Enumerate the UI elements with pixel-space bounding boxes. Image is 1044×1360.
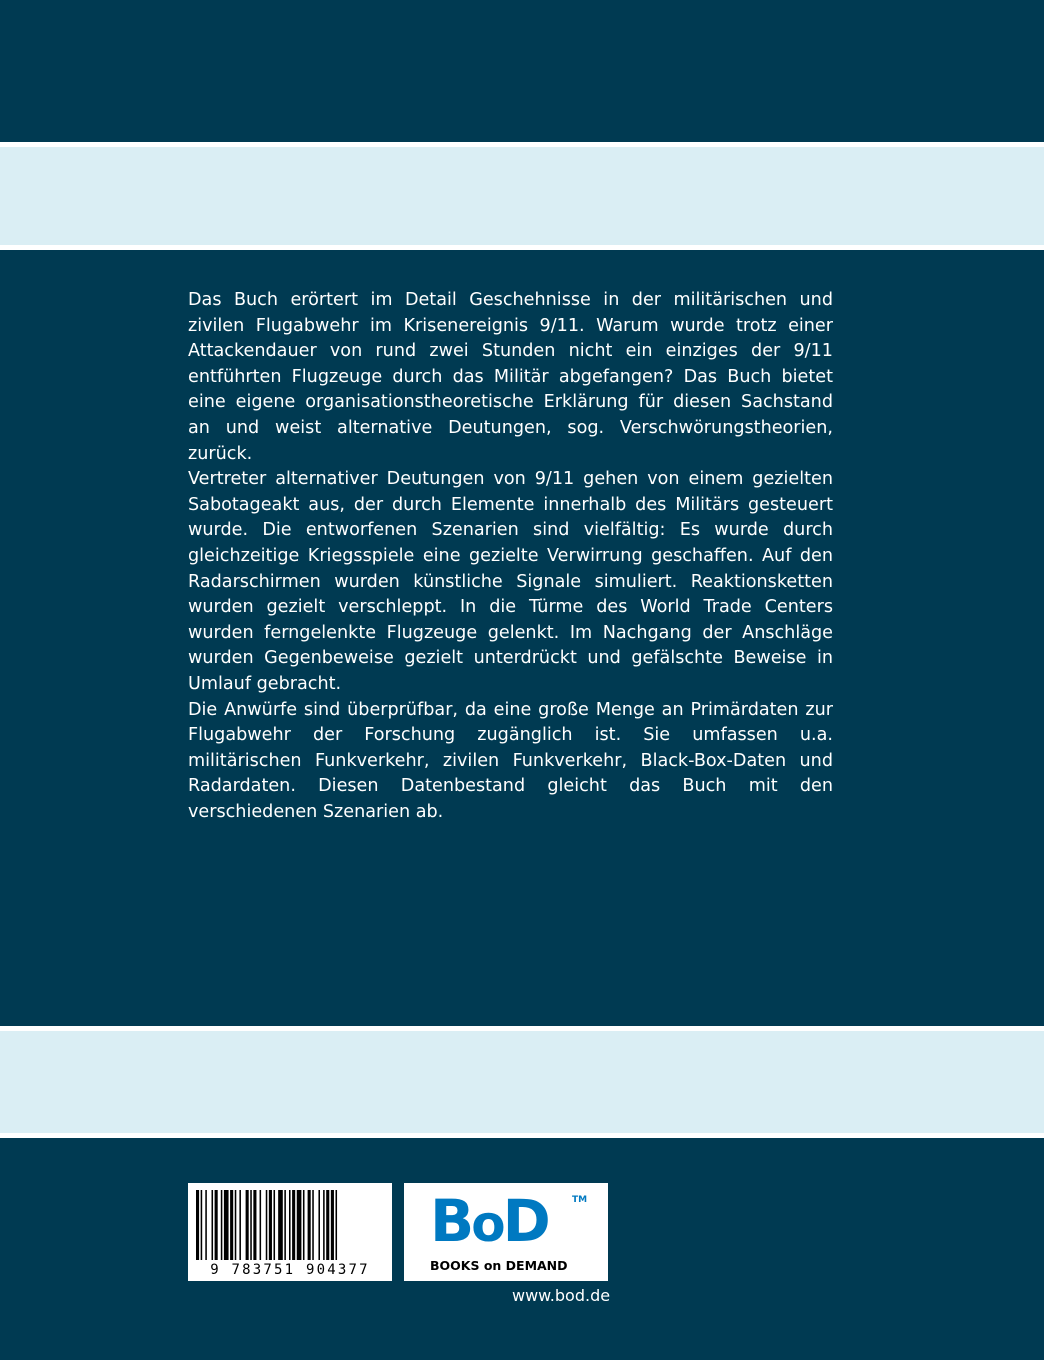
- isbn-barcode: [188, 1183, 392, 1281]
- barcode-bar: [212, 1190, 214, 1260]
- barcode-bar: [297, 1190, 302, 1260]
- barcode-bar: [196, 1190, 199, 1260]
- barcode-bar: [253, 1190, 256, 1260]
- bod-logo: [430, 1187, 548, 1255]
- blurb-paragraph-3: Die Anwürfe sind überprüfbar, da eine große Menge an Primärdaten zur Flugabwehr der Forschung zugänglich ist. Sie umfassen u.a. militärischen Funkverkehr, zivilen Funkverkehr, Black-Box-Daten und Radardaten. Diesen Datenbestand gleicht das Buch mit den verschiedenen Szenarien ab.: [188, 699, 833, 822]
- barcode-bar: [235, 1190, 237, 1260]
- barcode-bar: [336, 1190, 338, 1260]
- barcode-bar: [246, 1190, 249, 1260]
- barcode-bar: [323, 1190, 325, 1260]
- barcode-bar: [284, 1190, 286, 1260]
- barcode-bar: [215, 1190, 218, 1260]
- barcode-bars: [196, 1190, 384, 1260]
- barcode-bar: [278, 1190, 283, 1260]
- bod-logo-o: o: [471, 1195, 503, 1253]
- barcode-bar: [260, 1190, 262, 1260]
- barcode-bar: [224, 1190, 229, 1260]
- bod-logo-d: D: [502, 1187, 548, 1255]
- back-cover-blurb: [188, 288, 833, 825]
- bod-logo-box: [404, 1183, 608, 1281]
- barcode-bar: [289, 1190, 291, 1260]
- barcode-bar: [269, 1190, 272, 1260]
- barcode-bar: [266, 1190, 268, 1260]
- barcode-bar: [205, 1190, 207, 1260]
- bottom-light-band: [0, 1026, 1044, 1138]
- barcode-bar: [221, 1190, 223, 1260]
- barcode-bar: [326, 1190, 329, 1260]
- blurb-paragraph-2: Vertreter alternativer Deutungen von 9/11 gehen von einem gezielten Sabotageakt aus, der durch Elemente innerhalb des Militärs gesteuert wurde. Die entworfenen Szenarien sind vielfältig: Es wurde durch gleichzeitige Kriegsspiele eine gezielte Verwirrung geschaffen. Auf den Radarschirmen wurden künstliche Signale simuliert. Reaktionsketten wurden gezielt verschleppt. In die Türme des World Trade Centers wurden ferngelenkte Flugzeuge gelenkt. Im Nachgang der Anschläge wurden Gegenbeweise gezielt unterdrückt und gefälschte Beweise in Umlauf gebracht.: [188, 469, 833, 694]
- barcode-bar: [318, 1190, 320, 1260]
- barcode-bar: [239, 1190, 241, 1260]
- bod-tagline: BOOKS on DEMAND: [430, 1258, 568, 1273]
- barcode-bar: [303, 1190, 305, 1260]
- barcode-bar: [274, 1190, 276, 1260]
- barcode-bar: [331, 1190, 334, 1260]
- barcode-bar: [308, 1190, 311, 1260]
- barcode-bar: [230, 1190, 233, 1260]
- publisher-website: www.bod.de: [512, 1286, 611, 1305]
- top-light-band: [0, 142, 1044, 250]
- barcode-bar: [292, 1190, 295, 1260]
- isbn-digits: 9 783751 904377: [210, 1262, 370, 1278]
- bod-logo-b: B: [430, 1187, 472, 1255]
- blurb-paragraph-1: Das Buch erörtert im Detail Geschehnisse in der militärischen und zivilen Flugabwehr im Krisenereignis 9/11. Warum wurde trotz einer Attackendauer von rund zwei Stunden nicht ein einziges der 9/11 entführten Flugzeuge durch das Militär abgefangen? Das Buch bietet eine eigene organisationstheoretische Erklärung für diesen Sachstand an und weist alternative Deutungen, sog. Verschwörungstheorien, zurück.: [188, 290, 833, 464]
- barcode-bar: [201, 1190, 203, 1260]
- trademark-mark: TM: [572, 1195, 588, 1205]
- barcode-bar: [250, 1190, 252, 1260]
- barcode-bar: [312, 1190, 314, 1260]
